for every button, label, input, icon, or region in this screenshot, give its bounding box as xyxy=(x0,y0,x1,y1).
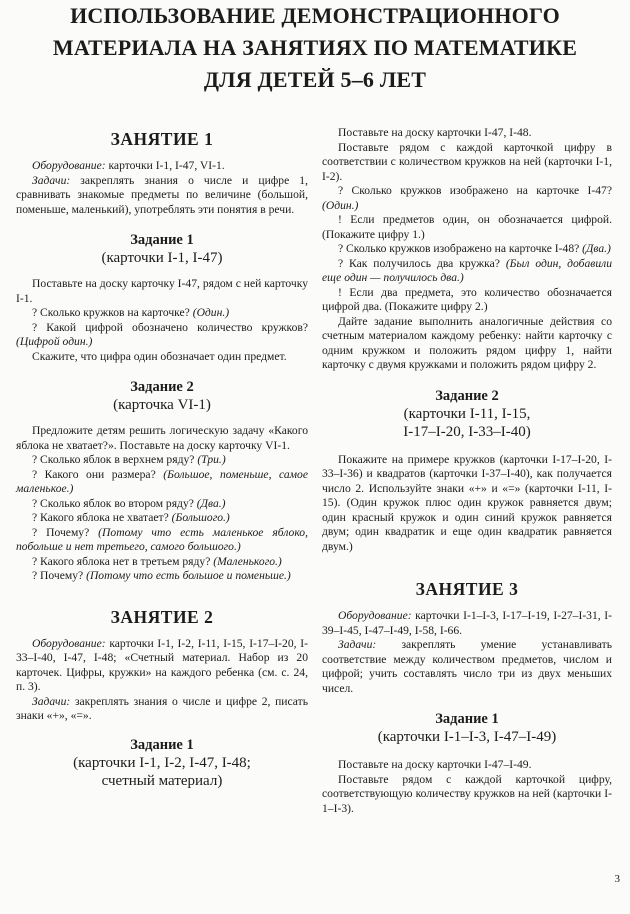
question: ? Почему? (Потому что есть маленькое яблоко, побольше и нет третьего, самого большого.) xyxy=(16,525,308,553)
question: ? Какого яблока нет в третьем ряду? (Маленького.) xyxy=(32,554,282,568)
paragraph: Дайте задание выполнить аналогичные действия со счетным материалом каждому ребенку: найти карточку с одним кружком и положить рядом цифру 1, найти карточку с двумя кружками и положить рядом цифру 2. xyxy=(322,314,612,371)
question: ? Как получилось два кружка? (Был один, добавили еще один — получилось два.) xyxy=(322,256,612,284)
question: ? Какого яблока не хватает? (Большого.) xyxy=(32,511,230,524)
lesson-2-task-1-heading: Задание 1 xyxy=(130,736,194,753)
lesson-1-heading: ЗАНЯТИЕ 1 xyxy=(110,129,214,149)
question: ? Почему? (Потому что есть большое и поменьше.) xyxy=(32,569,291,582)
lesson-2-task-2-heading: Задание 2 xyxy=(435,387,499,404)
left-column xyxy=(16,124,308,790)
lesson-2-task-2-cards-line-1: (карточки I-11, I-15, xyxy=(403,405,531,422)
title-line-1: ИСПОЛЬЗОВАНИЕ ДЕМОНСТРАЦИОННОГО xyxy=(70,3,560,28)
paragraph: ! Если два предмета, это количество обозначается цифрой два. (Покажите цифру 2.) xyxy=(322,285,612,313)
question: ? Сколько яблок во втором ряду? (Два.) xyxy=(32,496,226,510)
paragraph: ! Если предметов один, он обозначается цифрой. (Покажите цифру 1.) xyxy=(322,213,612,241)
paragraph: Поставьте рядом с каждой карточкой цифру, соответствующую количеству кружков на ней (карточки I-1–I-3). xyxy=(322,772,612,815)
lesson-1-task-1-cards: (карточки I-1, I-47) xyxy=(101,250,223,266)
lesson-3-equipment: Оборудование: карточки I-1–I-3, I-17–I-19, I-27–I-31, I-39–I-45, I-47–I-49, I-58, I-66. xyxy=(322,609,612,637)
paragraph: Поставьте на доску карточки I-47–I-49. xyxy=(338,758,532,771)
page-number: 3 xyxy=(614,873,620,885)
question: ? Сколько кружков на карточке? (Один.) xyxy=(32,306,230,319)
lesson-1-task-2-heading: Задание 2 xyxy=(130,379,194,395)
paragraph: Поставьте на доску карточку I-47, рядом с ней карточку I-1. xyxy=(16,277,308,305)
paragraph: Поставьте рядом с каждой карточкой цифру в соответствии с количеством кружков на ней (карточки I-1, I-2). xyxy=(322,140,612,183)
page-title xyxy=(0,0,630,96)
lesson-1-equipment: Оборудование: карточки I-1, I-47, VI-1. xyxy=(32,159,225,172)
lesson-3-task-1-cards: (карточки I-1–I-3, I-47–I-49) xyxy=(377,729,557,745)
paragraph: Поставьте на доску карточки I-47, I-48. xyxy=(338,126,532,139)
question: ? Сколько яблок в верхнем ряду? (Три.) xyxy=(32,453,226,466)
paragraph: Скажите, что цифра один обозначает один предмет. xyxy=(32,349,287,363)
lesson-3-task-1-heading: Задание 1 xyxy=(435,711,499,727)
paragraph: Покажите на примере кружков (карточки I-17–I-20, I-33–I-36) и квадратов (карточки I-37–I-40), как получается число 2. Используйте знаки «+» и «=» (карточки I-11, I-15). (Один кружок плюс один кружок равняется двум; один красный кружок и один синий кружок равняется двум; один квадратик и еще один квадратик равняется двум.) xyxy=(322,452,612,553)
lesson-2-task-1-cards-line-1: (карточки I-1, I-2, I-47, I-48; xyxy=(73,754,251,771)
title-line-3: ДЛЯ ДЕТЕЙ 5–6 ЛЕТ xyxy=(203,67,427,92)
lesson-2-task-2-cards-line-2: I-17–I-20, I-33–I-40) xyxy=(403,423,531,440)
lesson-2-task-1-cards-line-2: счетный материал) xyxy=(101,772,223,789)
lesson-2-tasks: Задачи: закреплять знания о числе и цифре 2, писать знаки «+», «=». xyxy=(16,694,308,722)
lesson-3-tasks: Задачи: закреплять умение устанавливать соответствие между количеством предметов, числом и цифрой; учить составлять число три из двух меньших чисел. xyxy=(322,638,612,695)
question: ? Какого они размера? (Большое, поменьше, самое маленькое.) xyxy=(16,467,308,495)
question: ? Сколько кружков изображено на карточке I-48? (Два.) xyxy=(338,242,611,255)
lesson-1-tasks: Задачи: закреплять знания о числе и цифре 1, сравнивать знакомые предметы по величине (большой, поменьше, маленький), употреблять эти понятия в речи. xyxy=(16,173,308,216)
lesson-1-task-1-heading: Задание 1 xyxy=(130,232,194,248)
question: ? Какой цифрой обозначено количество кружков? (Цифрой один.) xyxy=(16,320,308,348)
paragraph: Предложите детям решить логическую задачу «Какого яблока не хватает?». Поставьте на доску карточку VI-1. xyxy=(16,424,308,452)
right-column xyxy=(322,126,612,816)
lesson-3-heading: ЗАНЯТИЕ 3 xyxy=(415,579,519,599)
lesson-2-equipment: Оборудование: карточки I-1, I-2, I-11, I-15, I-17–I-20, I-33–I-40, I-47, I-48; «Счетный материал. Набор из 20 карточек. Цифры, кружки» на каждого ребенка (см. с. 24, п. 3). xyxy=(16,636,308,693)
title-line-2: МАТЕРИАЛА НА ЗАНЯТИЯХ ПО МАТЕМАТИКЕ xyxy=(52,35,578,60)
question: ? Сколько кружков изображено на карточке I-47? (Один.) xyxy=(322,184,612,212)
lesson-2-heading: ЗАНЯТИЕ 2 xyxy=(110,606,214,627)
lesson-1-task-2-cards: (карточка VI-1) xyxy=(113,397,211,413)
